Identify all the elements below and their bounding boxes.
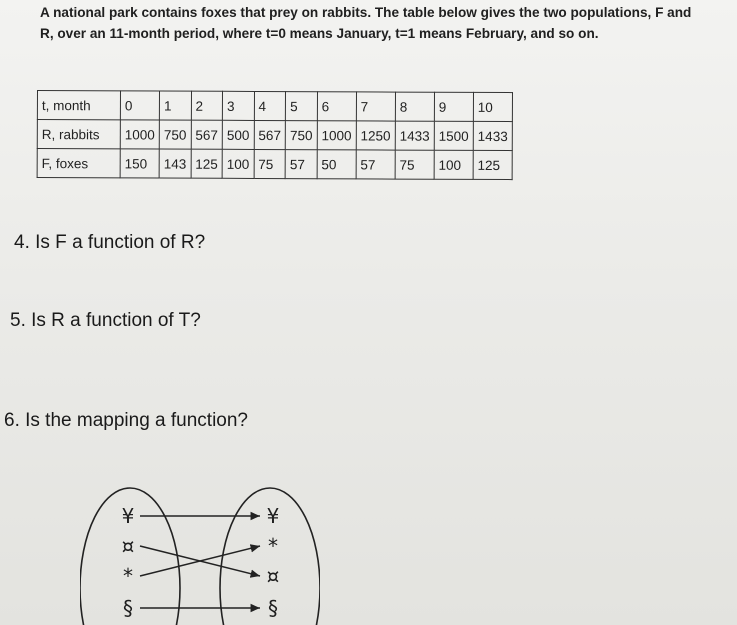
codomain-symbol: ¤ <box>266 564 280 588</box>
table-cell: 150 <box>120 149 159 178</box>
table-cell: 7 <box>356 92 395 121</box>
population-table <box>37 90 513 180</box>
intro-line-2: R, over an 11-month period, where t=0 means January, t=1 means February, and so on. <box>40 26 599 41</box>
table-cell: 3 <box>222 91 254 120</box>
table-cell: 4 <box>254 91 286 120</box>
table-cell: 10 <box>473 92 512 121</box>
table-cell: 1250 <box>356 121 395 150</box>
population-table-container <box>37 90 667 178</box>
table-cell: 750 <box>285 121 317 150</box>
table-cell: 125 <box>191 149 223 178</box>
problem-intro <box>40 2 730 44</box>
table-cell: 1433 <box>473 121 512 150</box>
table-cell: 1500 <box>434 121 473 150</box>
table-cell: 1433 <box>395 121 434 150</box>
row-header: t, month <box>37 91 120 120</box>
table-cell: 1 <box>159 91 191 120</box>
table-cell: 1000 <box>120 120 159 149</box>
domain-symbol: ¥ <box>121 504 135 528</box>
question-5: 5. Is R a function of T? <box>10 310 201 331</box>
table-cell: 0 <box>120 91 159 120</box>
table-cell: 57 <box>285 150 317 179</box>
table-cell: 50 <box>317 150 356 179</box>
question-6: 6. Is the mapping a function? <box>4 410 248 431</box>
domain-symbol: * <box>123 564 133 588</box>
table-cell: 100 <box>434 150 473 179</box>
codomain-symbol: § <box>268 596 278 620</box>
table-cell: 6 <box>317 92 356 121</box>
table-cell: 9 <box>434 92 473 121</box>
table-cell: 100 <box>222 149 254 178</box>
domain-symbol: § <box>123 596 133 620</box>
table-cell: 750 <box>159 120 191 149</box>
table-cell: 500 <box>222 120 254 149</box>
row-header: R, rabbits <box>37 120 120 149</box>
question-4: 4. Is F a function of R? <box>14 232 206 253</box>
codomain-symbol: * <box>268 534 278 558</box>
table-cell: 125 <box>473 150 512 179</box>
table-row <box>37 149 512 180</box>
intro-line-1: A national park contains foxes that prey on rabbits. The table below gives the two populations, F and <box>40 5 692 20</box>
domain-symbol: ¤ <box>121 534 135 558</box>
table-row <box>37 120 512 151</box>
row-header: F, foxes <box>37 149 120 178</box>
table-cell: 567 <box>254 120 286 149</box>
table-cell: 8 <box>395 92 434 121</box>
table-cell: 75 <box>395 150 434 179</box>
table-cell: 75 <box>254 149 286 178</box>
table-cell: 1000 <box>317 121 356 150</box>
table-cell: 143 <box>159 149 191 178</box>
table-row <box>37 91 512 122</box>
mapping-diagram-svg <box>80 478 320 625</box>
table-cell: 2 <box>191 91 223 120</box>
table-cell: 5 <box>286 92 318 121</box>
codomain-symbol: ¥ <box>266 504 280 528</box>
mapping-diagram <box>80 478 320 625</box>
table-cell: 567 <box>191 120 223 149</box>
table-cell: 57 <box>356 150 395 179</box>
